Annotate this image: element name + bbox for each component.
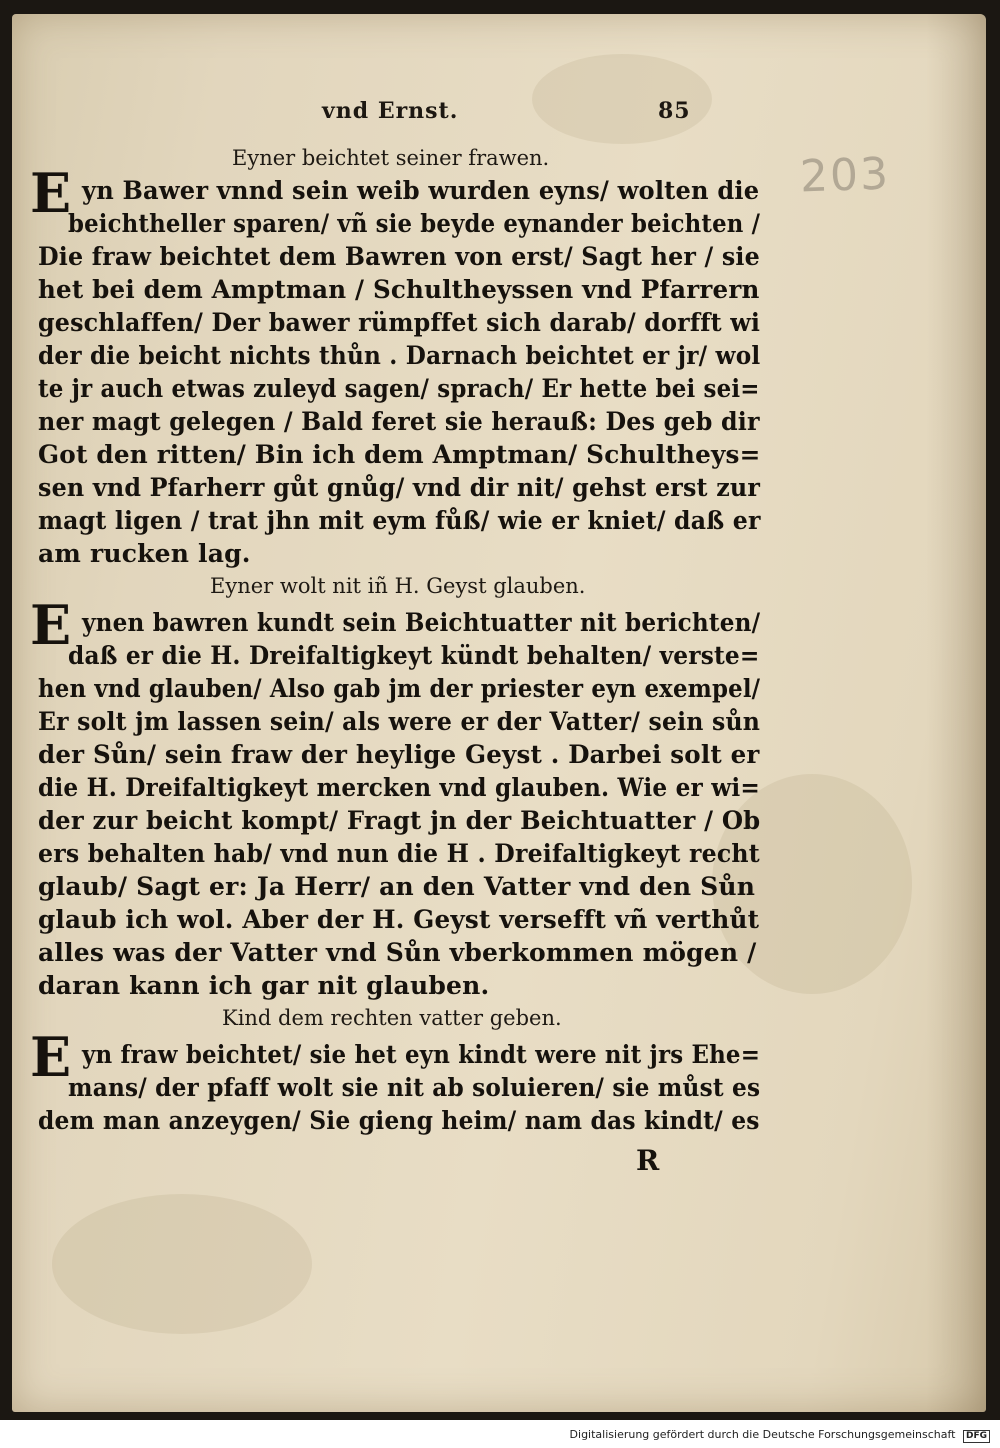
text-line: daß er die H. Dreifaltigkeyt kündt behalten/ verste= <box>68 641 760 670</box>
text-line: ynen bawren kundt sein Beichtuatter nit berichten/ <box>82 608 761 637</box>
text-line: sen vnd Pfarherr gůt gnůg/ vnd dir nit/ gehst erst zur <box>38 473 761 502</box>
text-line: Er solt jm lassen sein/ als were er der Vatter/ sein sůn <box>38 707 761 736</box>
text-line: die H. Dreifaltigkeyt mercken vnd glauben. Wie er wi= <box>38 773 760 802</box>
text-line: der die beicht nichts thůn . Darnach beichtet er jr/ wol <box>38 341 761 370</box>
text-line: ers behalten hab/ vnd nun die H . Dreifaltigkeyt recht <box>38 839 760 868</box>
text-line: hen vnd glauben/ Also gab jm der priester eyn exempel/ <box>38 674 761 703</box>
drop-initial: E <box>30 161 72 225</box>
text-line: geschlaffen/ Der bawer rümpffet sich darab/ dorfft wi <box>38 308 761 337</box>
text-line: alles was der Vatter vnd Sůn vberkommen mögen / <box>38 938 757 967</box>
pencil-annotation: 203 <box>799 148 891 203</box>
section-heading: Kind dem rechten vatter geben. <box>222 1006 562 1030</box>
text-line: der Sůn/ sein fraw der heylige Geyst . Darbei solt er <box>38 740 760 769</box>
drop-initial: E <box>30 593 72 657</box>
text-line: mans/ der pfaff wolt sie nit ab soluieren/ sie můst es <box>68 1073 761 1102</box>
paper-stain <box>52 1194 312 1334</box>
dfg-logo-icon: DFG <box>963 1430 990 1443</box>
text-line: yn Bawer vnnd sein weib wurden eyns/ wolten die <box>82 176 760 205</box>
text-line: Got den ritten/ Bin ich dem Amptman/ Schultheys= <box>38 440 761 469</box>
text-line: te jr auch etwas zuleyd sagen/ sprach/ Er hette bei sei= <box>38 374 760 403</box>
signature-mark: R <box>636 1144 660 1177</box>
section-heading: Eyner wolt nit iñ H. Geyst glauben. <box>210 574 586 598</box>
text-line: Die fraw beichtet dem Bawren von erst/ Sagt her / sie <box>38 242 760 271</box>
text-line: am rucken lag. <box>38 539 251 568</box>
text-line: magt ligen / trat jhn mit eym fůß/ wie er kniet/ daß er <box>38 506 761 535</box>
text-line: yn fraw beichtet/ sie het eyn kindt were nit jrs Ehe= <box>82 1040 761 1069</box>
text-line: glaub ich wol. Aber der H. Geyst versefft vñ verthůt <box>38 905 760 934</box>
text-line: ner magt gelegen / Bald feret sie herauß: Des geb dir <box>38 407 760 436</box>
text-line: het bei dem Amptman / Schultheyssen vnd Pfarrern <box>38 275 760 304</box>
text-line: daran kann ich gar nit glauben. <box>38 971 490 1000</box>
text-line: glaub/ Sagt er: Ja Herr/ an den Vatter vnd den Sůn <box>38 872 756 901</box>
text-line: dem man anzeygen/ Sie gieng heim/ nam das kindt/ es <box>38 1106 760 1135</box>
section-heading: Eyner beichtet seiner frawen. <box>232 146 550 170</box>
text-line: der zur beicht kompt/ Fragt jn der Beichtuatter / Ob <box>38 806 761 835</box>
page-number: 85 <box>658 98 691 124</box>
text-line: beichtheller sparen/ vñ sie beyde eynander beichten / <box>68 209 761 238</box>
footer-text: Digitalisierung gefördert durch die Deutsche Forschungsgemeinschaft <box>569 1428 956 1441</box>
running-head: vnd Ernst. <box>322 98 459 124</box>
digitization-credit <box>570 1428 990 1443</box>
drop-initial: E <box>30 1025 72 1089</box>
